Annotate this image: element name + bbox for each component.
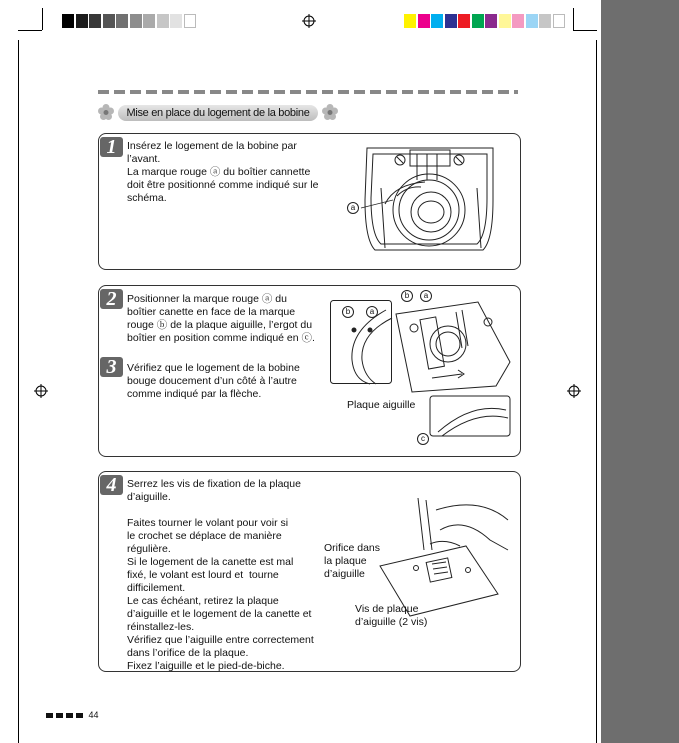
detail-inset-illustration (330, 300, 392, 384)
color-swatch (62, 14, 74, 28)
registration-mark-icon (34, 384, 48, 398)
color-swatch (89, 14, 101, 28)
color-swatch (526, 14, 538, 28)
callout-b: b (401, 290, 413, 302)
color-swatch (184, 14, 196, 28)
section-title: Mise en place du logement de la bobine (118, 105, 318, 121)
callout-a: a (347, 202, 359, 214)
color-swatch (170, 14, 182, 28)
needle-plate-screws-illustration (380, 490, 510, 620)
color-swatch (458, 14, 470, 28)
section-divider (98, 90, 518, 94)
color-swatch (499, 14, 511, 28)
callout-b: b (342, 306, 354, 318)
registration-mark-icon (302, 14, 316, 28)
step-1-text: Insérez le logement de la bobine par l’avant. La marque rouge ⓐ du boîtier cannette doit être positionné comme indiqué sur le schéma. (127, 140, 319, 204)
footer-square-icon (56, 713, 63, 718)
color-swatch (445, 14, 457, 28)
color-swatch (76, 14, 88, 28)
needle-hole-label: Orifice dans la plaque d’aiguille (324, 542, 381, 580)
callout-a: a (420, 290, 432, 302)
bobbin-case-illustration (355, 140, 505, 258)
color-swatch (512, 14, 524, 28)
color-swatch (157, 14, 169, 28)
footer-square-icon (66, 713, 73, 718)
crop-mark (573, 8, 574, 30)
crop-mark (18, 40, 19, 743)
crop-mark (573, 30, 597, 31)
color-swatch (472, 14, 484, 28)
step-2-number: 2 (100, 289, 123, 309)
step-3-number: 3 (100, 357, 123, 377)
footer-square-icon (46, 713, 53, 718)
page-number: 44 (88, 710, 99, 720)
footer-square-icon (76, 713, 83, 718)
color-swatch (404, 14, 416, 28)
color-swatch (418, 14, 430, 28)
step-2-text: Positionner la marque rouge ⓐ du boîtier canette en face de la marque rouge ⓑ de la plaque aiguille, l’ergot du boîtier en position comme indiqué en ⓒ. (127, 293, 315, 344)
color-swatch (431, 14, 443, 28)
needle-plate-label: Plaque aiguille (347, 399, 416, 411)
crop-mark (18, 30, 42, 31)
step-4-text: Serrez les vis de fixation de la plaque d’aiguille. Faites tourner le volant pour voir si le crochet se déplace de manière régulière. Si le logement de la canette est mal fixé, le volant est lourd et tourne difficilement. Le cas échéant, retirez la plaque d’aiguille et le logement de la canette et réinstallez-les. Vérifiez que l’aiguille entre correctement dans l’orifice de la plaque. Fixez l’aiguille et le pied-de-biche. (127, 478, 314, 672)
color-swatch (143, 14, 155, 28)
flower-icon (98, 104, 114, 120)
callout-c: c (417, 433, 429, 445)
flower-icon (322, 104, 338, 120)
step-1-number: 1 (100, 137, 123, 157)
page-footer (46, 710, 99, 720)
registration-mark-icon (567, 384, 581, 398)
step-4-number: 4 (100, 475, 123, 495)
color-swatch (539, 14, 551, 28)
crop-mark (42, 8, 43, 30)
color-swatch (103, 14, 115, 28)
color-swatch (485, 14, 497, 28)
step-3-text: Vérifiez que le logement de la bobine bouge doucement d’un côté à l’autre comme indiqué par la flèche. (127, 362, 300, 400)
crop-mark (596, 40, 597, 743)
needle-plate-illustration (392, 292, 512, 442)
color-swatch (553, 14, 565, 28)
plate-screws-label: Vis de plaque d’aiguille (2 vis) (355, 603, 428, 628)
color-swatch (130, 14, 142, 28)
callout-a: a (366, 306, 378, 318)
color-swatch (116, 14, 128, 28)
